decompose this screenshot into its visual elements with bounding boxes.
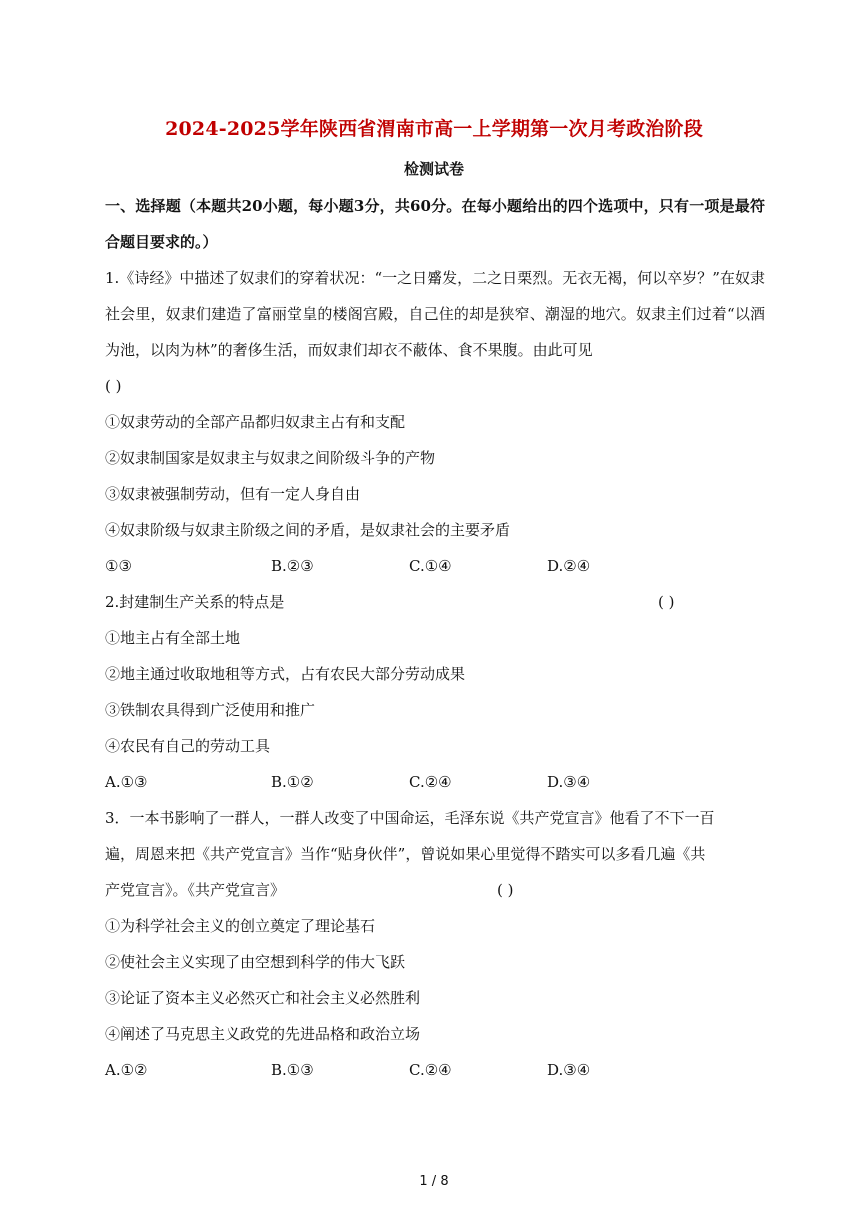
section-heading: 一、选择题（本题共20小题，每小题3分，共60分。在每小题给出的四个选项中，只有一项是最符合题目要求的。） xyxy=(105,197,765,251)
question-3-choices xyxy=(105,1052,765,1088)
question-1-option-2: ②奴隶制国家是奴隶主与奴隶之间阶级斗争的产物 xyxy=(105,449,436,467)
question-3-option-1: ①为科学社会主义的创立奠定了理论基石 xyxy=(105,917,376,935)
question-2-choice-b: B.①② xyxy=(271,773,314,791)
question-2-option-4: ④农民有自己的劳动工具 xyxy=(105,737,271,755)
question-1-paren: ( ) xyxy=(105,377,122,395)
document-subtitle: 检测试卷 xyxy=(403,160,464,178)
question-3-stem-row xyxy=(105,872,765,908)
question-1-choice-b: B.②③ xyxy=(271,557,314,575)
question-2-choices xyxy=(105,764,765,800)
question-1-stem: 1.《诗经》中描述了奴隶们的穿着状况：“一之日觱发，二之日栗烈。无衣无褐，何以卒岁？”在奴隶社会里，奴隶们建造了富丽堂皇的楼阁宫殿，自己住的却是狭窄、潮湿的地穴。奴隶主们过着“以酒为池，以肉为林”的奢侈生活，而奴隶们却衣不蔽体、食不果腹。由此可见 xyxy=(105,269,765,359)
question-3-stem-line-1: 3．一本书影响了一群人，一群人改变了中国命运，毛泽东说《共产党宣言》他看了不下一百 xyxy=(105,809,715,827)
question-1 xyxy=(105,260,765,584)
question-1-choice-c: C.①④ xyxy=(409,557,452,575)
question-1-choices xyxy=(105,548,765,584)
question-2-stem-row xyxy=(105,584,765,620)
question-1-choice-a: ①③ xyxy=(105,557,132,575)
question-3-paren: ( ) xyxy=(497,881,514,899)
question-2-choice-a: A.①③ xyxy=(105,773,148,791)
question-3-stem-line-3: 产党宣言》。《共产党宣言》 xyxy=(105,881,286,899)
question-3 xyxy=(105,800,765,1088)
question-3-option-3: ③论证了资本主义必然灭亡和社会主义必然胜利 xyxy=(105,989,421,1007)
document-title: 2024-2025学年陕西省渭南市高一上学期第一次月考政治阶段 xyxy=(165,118,703,140)
question-2-option-1: ①地主占有全部土地 xyxy=(105,629,241,647)
question-2-choice-d: D.③④ xyxy=(547,773,591,791)
question-1-option-4: ④奴隶阶级与奴隶主阶级之间的矛盾，是奴隶社会的主要矛盾 xyxy=(105,521,511,539)
question-1-option-3: ③奴隶被强制劳动，但有一定人身自由 xyxy=(105,485,361,503)
question-2-stem: 2.封建制生产关系的特点是 xyxy=(105,593,285,611)
question-3-option-2: ②使社会主义实现了由空想到科学的伟大飞跃 xyxy=(105,953,406,971)
question-3-choice-c: C.②④ xyxy=(409,1061,452,1079)
question-2-choice-c: C.②④ xyxy=(409,773,452,791)
document-body xyxy=(105,188,765,1088)
question-2-option-2: ②地主通过收取地租等方式，占有农民大部分劳动成果 xyxy=(105,665,466,683)
question-1-choice-d: D.②④ xyxy=(547,557,591,575)
question-3-choice-b: B.①③ xyxy=(271,1061,314,1079)
question-3-stem-line-2: 遍，周恩来把《共产党宣言》当作“贴身伙伴”，曾说如果心里觉得不踏实可以多看几遍《共 xyxy=(105,845,706,863)
question-3-choice-a: A.①② xyxy=(105,1061,148,1079)
question-3-option-4: ④阐述了马克思主义政党的先进品格和政治立场 xyxy=(105,1025,421,1043)
question-2-option-3: ③铁制农具得到广泛使用和推广 xyxy=(105,701,316,719)
question-2 xyxy=(105,584,765,800)
question-1-option-1: ①奴隶劳动的全部产品都归奴隶主占有和支配 xyxy=(105,413,406,431)
question-3-choice-d: D.③④ xyxy=(547,1061,591,1079)
question-2-paren: ( ) xyxy=(658,593,675,611)
page-number: 1 / 8 xyxy=(419,1174,449,1189)
